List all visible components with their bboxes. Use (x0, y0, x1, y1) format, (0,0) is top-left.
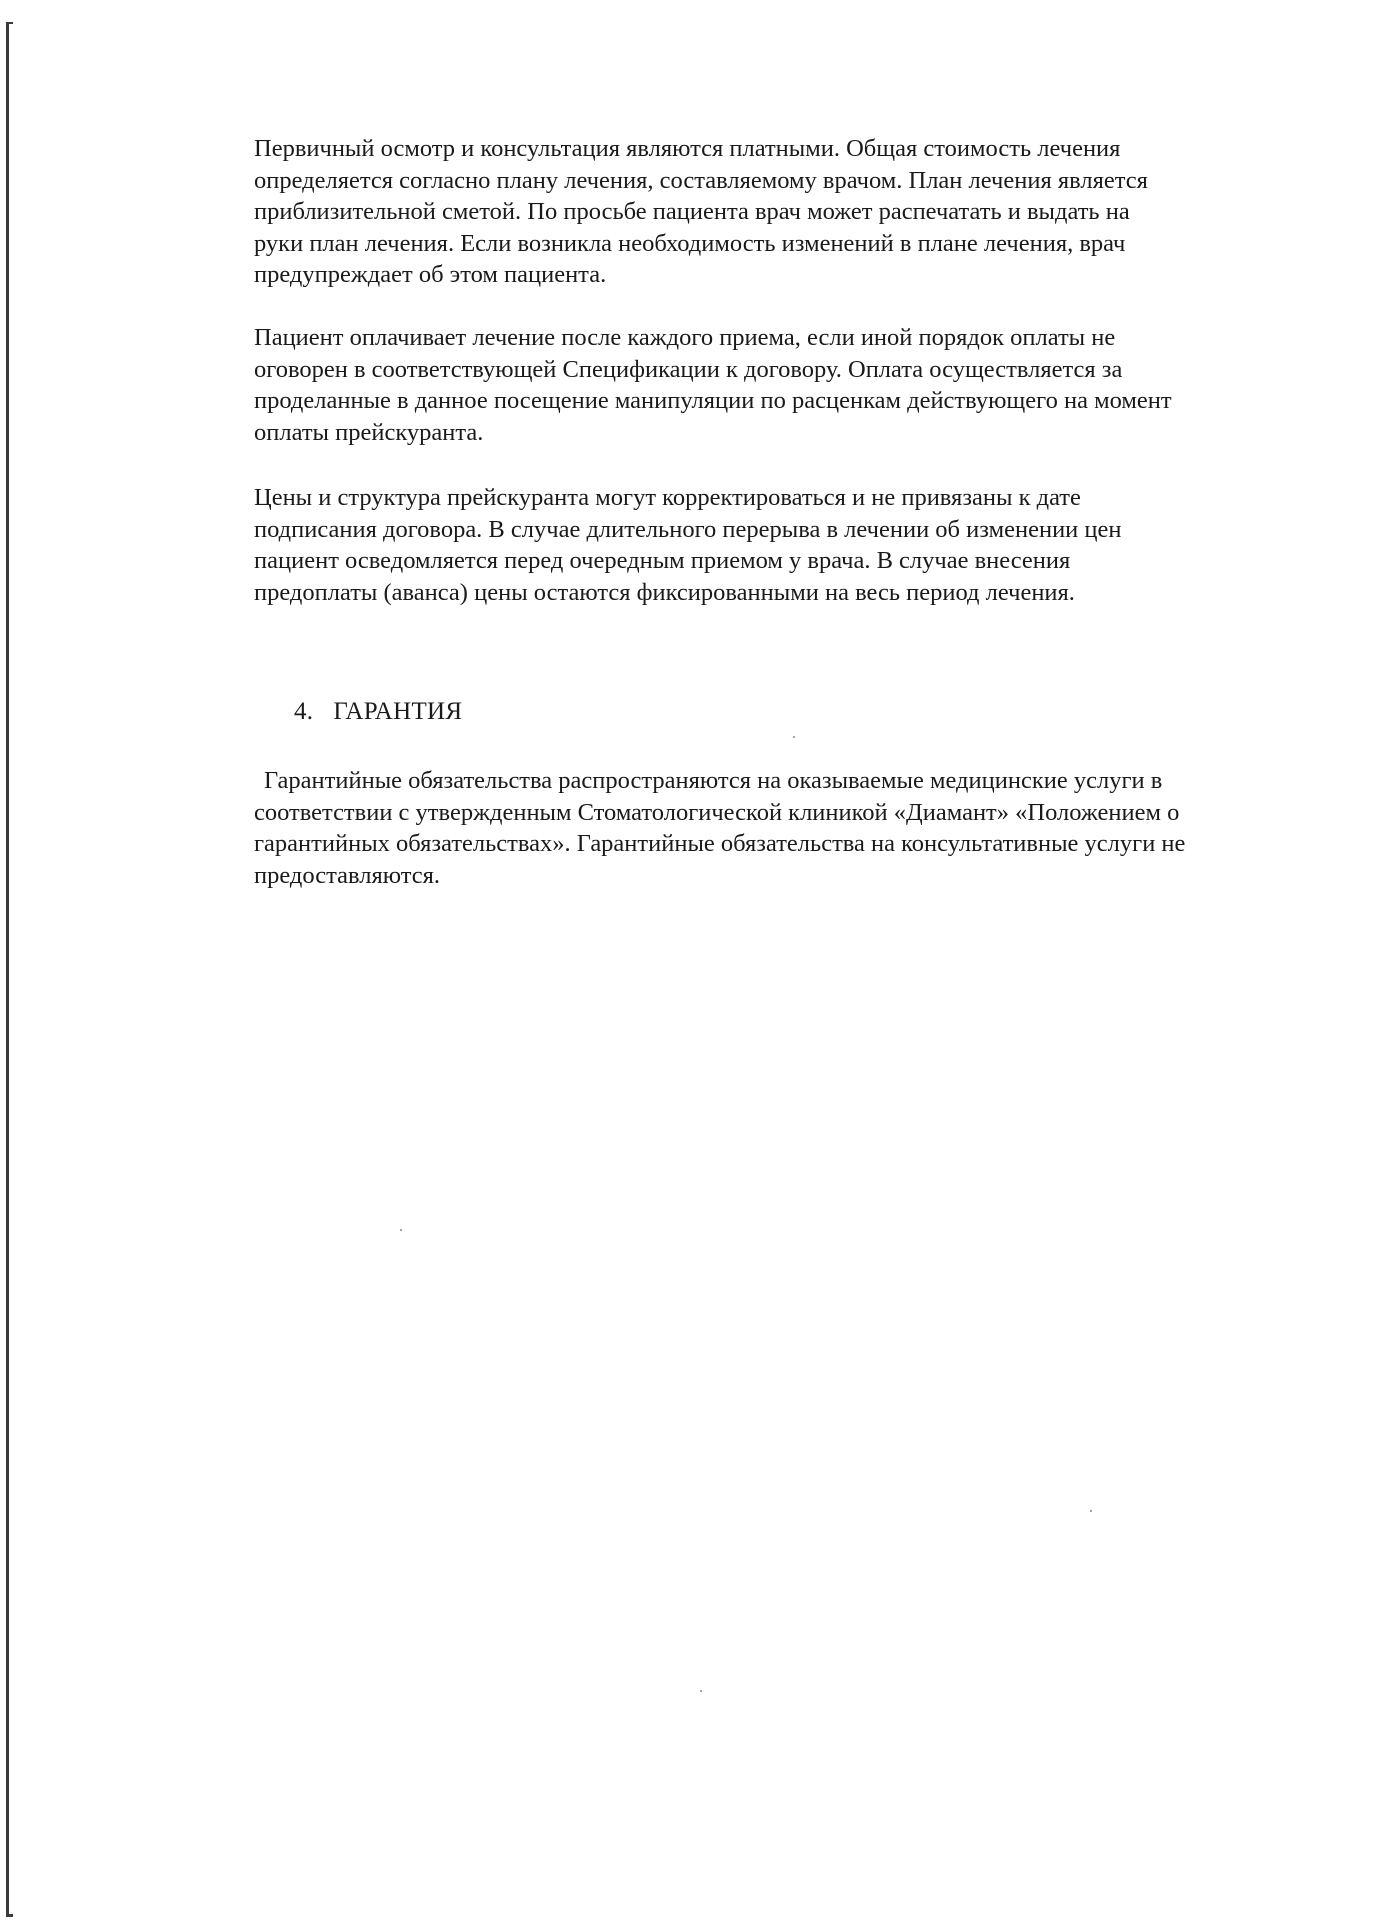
paragraph-guarantee (254, 765, 1185, 891)
scan-speck (793, 736, 795, 738)
section-number: 4. (294, 698, 314, 725)
scan-speck (1090, 1510, 1092, 1512)
scan-page-edge (6, 22, 9, 1917)
section-title: ГАРАНТИЯ (333, 698, 463, 725)
paragraph-guarantee-text: Гарантийные обязательства распространяются на оказываемые медицинские услуги в соответствии с утвержденным Стоматологической клиникой «Диамант» «Положением о гарантийных обязательствах». Гарантийные обязательства на консультативные услуги не предоставляются. (254, 767, 1186, 889)
paragraph-payment: Пациент оплачивает лечение после каждого приема, если иной порядок оплаты не оговорен в соответствующей Спецификации к договору. Оплата осуществляется за проделанные в данное посещение манипуляции по расценкам действующего на момент оплаты прейскуранта. (254, 324, 1172, 446)
paragraph-prices: Цены и структура прейскуранта могут корректироваться и не привязаны к дате подписания договора. В случае длительного перерыва в лечении об изменении цен пациент осведомляется перед очередным приемом у врача. В случае внесения предоплаты (аванса) цены остаются фиксированными на весь период лечения. (254, 484, 1122, 606)
scan-speck (400, 1229, 402, 1231)
paragraph-treatment-plan: Первичный осмотр и консультация являются платными. Общая стоимость лечения определяется согласно плану лечения, составляемому врачом. План лечения является приблизительной сметой. По просьбе пациента врач может распечатать и выдать на руки план лечения. Если возникла необходимость изменений в плане лечения, врач предупреждает об этом пациента. (254, 135, 1148, 288)
section-heading-guarantee (294, 697, 462, 727)
scan-speck (700, 1690, 702, 1692)
